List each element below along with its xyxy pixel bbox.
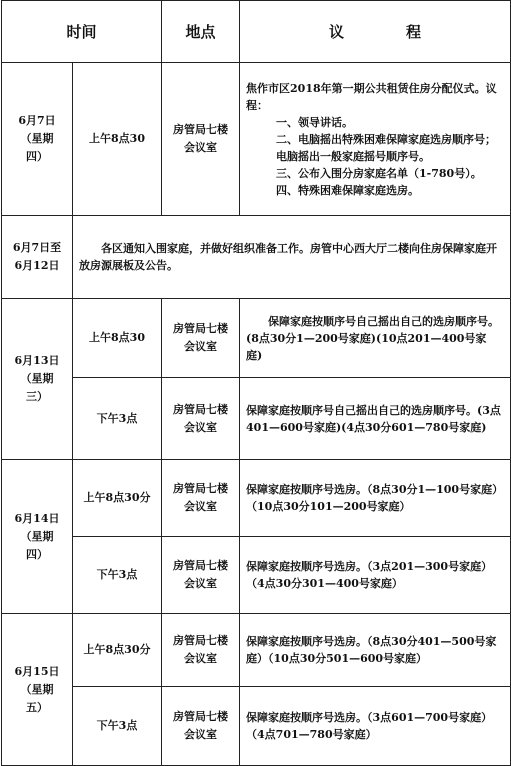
agenda-cell: 保障家庭按顺序号选房。（8点30分1—100号家庭）（10点30分101—200号家庭） [240,460,511,537]
time-cell: 上午8点30 [73,299,162,378]
place-cell: 房管局七楼会议室 [162,614,240,687]
notice-cell: 各区通知入围家庭，并做好组织准备工作。房管中心西大厅二楼向住房保障家庭开放房源展板及公告。 [73,216,511,299]
agenda-cell [240,63,511,216]
date-label: 6月15日 [14,664,60,678]
time-cell: 上午8点30 [73,63,162,216]
weekday-label: （星期四） [20,529,54,561]
agenda-intro: 焦作市区2018年第一期公共租赁住房分配仪式。议程： [246,81,497,112]
header-row [2,1,511,63]
place-cell: 房管局七楼会议室 [162,63,240,216]
place-cell: 房管局七楼会议室 [162,378,240,460]
date-cell: 6月7日至6月12日 [2,216,73,299]
date-cell [2,63,73,216]
agenda-header-left: 议 [329,23,345,41]
schedule-row [2,216,511,299]
agenda-cell: 保障家庭按顺序号选房。（3点601—700号家庭）（4点701—780号家庭） [240,687,511,766]
place-cell: 房管局七楼会议室 [162,687,240,766]
schedule-row [2,460,511,537]
time-cell: 下午3点 [73,378,162,460]
agenda-header [240,1,511,63]
schedule-table [1,0,511,766]
agenda-cell: 保障家庭按顺序号自己摇出自己的选房顺序号。(3点401—600号家庭)(4点30分601—780号家庭) [240,378,511,460]
time-header: 时间 [2,1,162,63]
agenda-item: 二、电脑摇出特殊困难保障家庭选房顺序号；电脑摇出一般家庭摇号顺序号。 [276,132,497,163]
place-cell: 房管局七楼会议室 [162,537,240,614]
time-cell: 上午8点30分 [73,460,162,537]
time-cell: 上午8点30分 [73,614,162,687]
schedule-row [2,614,511,687]
agenda-cell: 保障家庭按顺序号自己摇出自己的选房顺序号。(8点30分1—200号家庭)(10点201—400号家庭) [240,299,511,378]
agenda-header-right: 程 [406,23,422,41]
weekday-label: （星期三） [20,372,54,403]
schedule-row [2,63,511,216]
time-cell: 下午3点 [73,687,162,766]
time-cell: 下午3点 [73,537,162,614]
agenda-item: 一、领导讲话。 [276,115,354,129]
date-cell [2,299,73,460]
schedule-row [2,537,511,614]
weekday-label: （星期四） [20,132,54,163]
agenda-cell: 保障家庭按顺序号选房。（8点30分401—500号家庭）（10点30分501—600号家庭） [240,614,511,687]
place-cell: 房管局七楼会议室 [162,299,240,378]
schedule-row [2,378,511,460]
weekday-label: （星期五） [20,682,54,714]
place-header: 地点 [162,1,240,63]
date-cell [2,614,73,766]
date-label: 6月7日 [18,114,56,127]
schedule-row [2,687,511,766]
agenda-item: 三、公布入围分房家庭名单（1-780号）。 [276,166,482,180]
place-cell: 房管局七楼会议室 [162,460,240,537]
date-label: 6月14日 [14,511,60,525]
date-label: 6月13日 [14,354,60,367]
schedule-row [2,299,511,378]
agenda-item: 四、特殊困难保障家庭选房。 [276,183,420,197]
agenda-cell: 保障家庭按顺序号选房。（3点201—300号家庭）（4点30分301—400号家庭） [240,537,511,614]
date-cell [2,460,73,614]
